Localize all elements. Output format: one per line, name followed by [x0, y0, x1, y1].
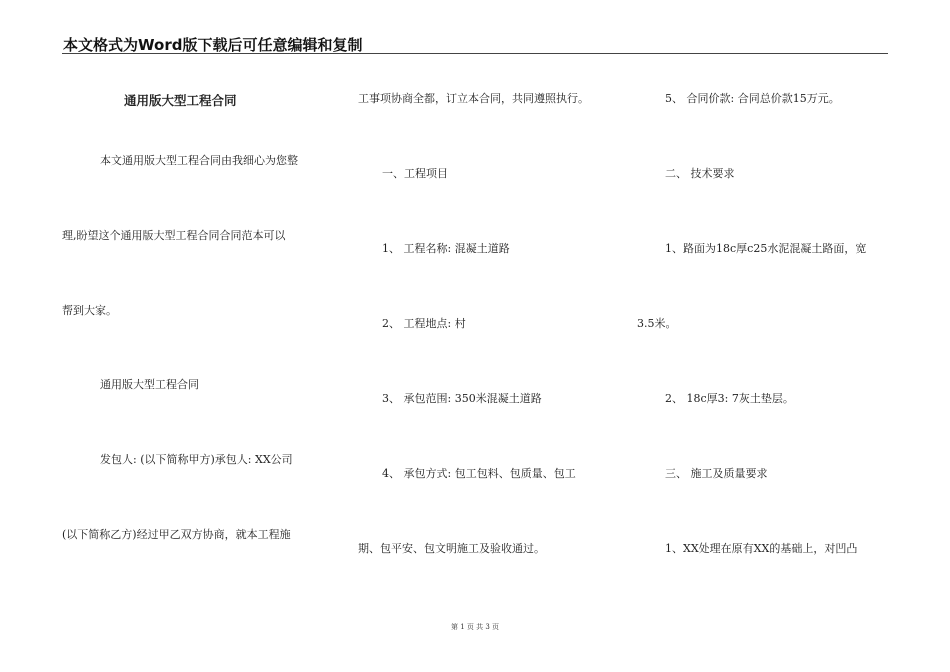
document-title: 通用版大型工程合同	[124, 93, 237, 108]
paragraph-line: 1、 工程名称: 混凝土道路	[382, 242, 510, 255]
paragraph-line: (以下简称乙方)经过甲乙双方协商，就本工程施	[62, 528, 291, 541]
paragraph-line: 3、 承包范围: 350米混凝土道路	[382, 392, 542, 405]
section-heading: 三、 施工及质量要求	[665, 467, 768, 480]
section-heading: 一、工程项目	[382, 167, 448, 180]
page-number: 第 1 页 共 3 页	[450, 623, 500, 631]
paragraph-line: 4、 承包方式: 包工包料、包质量、包工	[382, 467, 576, 480]
paragraph-line: 本文通用版大型工程合同由我细心为您整	[100, 154, 298, 167]
paragraph-line: 帮到大家。	[62, 304, 117, 317]
paragraph-line: 2、 工程地点: 村	[382, 317, 466, 330]
paragraph-line: 3.5米。	[637, 317, 677, 330]
paragraph-line: 5、 合同价款: 合同总价款15万元。	[665, 92, 840, 105]
paragraph-line: 1、XX处理在原有XX的基础上，对凹凸	[665, 542, 858, 555]
paragraph-line: 期、包平安、包文明施工及验收通过。	[358, 542, 545, 555]
paragraph-line: 发包人: (以下简称甲方)承包人: XX公司	[100, 453, 293, 466]
paragraph-line: 2、 18c厚3: 7灰土垫层。	[665, 392, 794, 405]
paragraph-line: 1、路面为18c厚c25水泥混凝土路面，宽	[665, 242, 867, 255]
section-heading: 二、 技术要求	[665, 167, 735, 180]
paragraph-line: 理,盼望这个通用版大型工程合同合同范本可以	[62, 229, 286, 242]
paragraph-line: 工事项协商全都，订立本合同，共同遵照执行。	[358, 92, 589, 105]
document-banner: 本文格式为Word版下载后可任意编辑和复制	[63, 36, 363, 54]
paragraph-line: 通用版大型工程合同	[100, 378, 199, 391]
header-divider	[62, 53, 888, 54]
